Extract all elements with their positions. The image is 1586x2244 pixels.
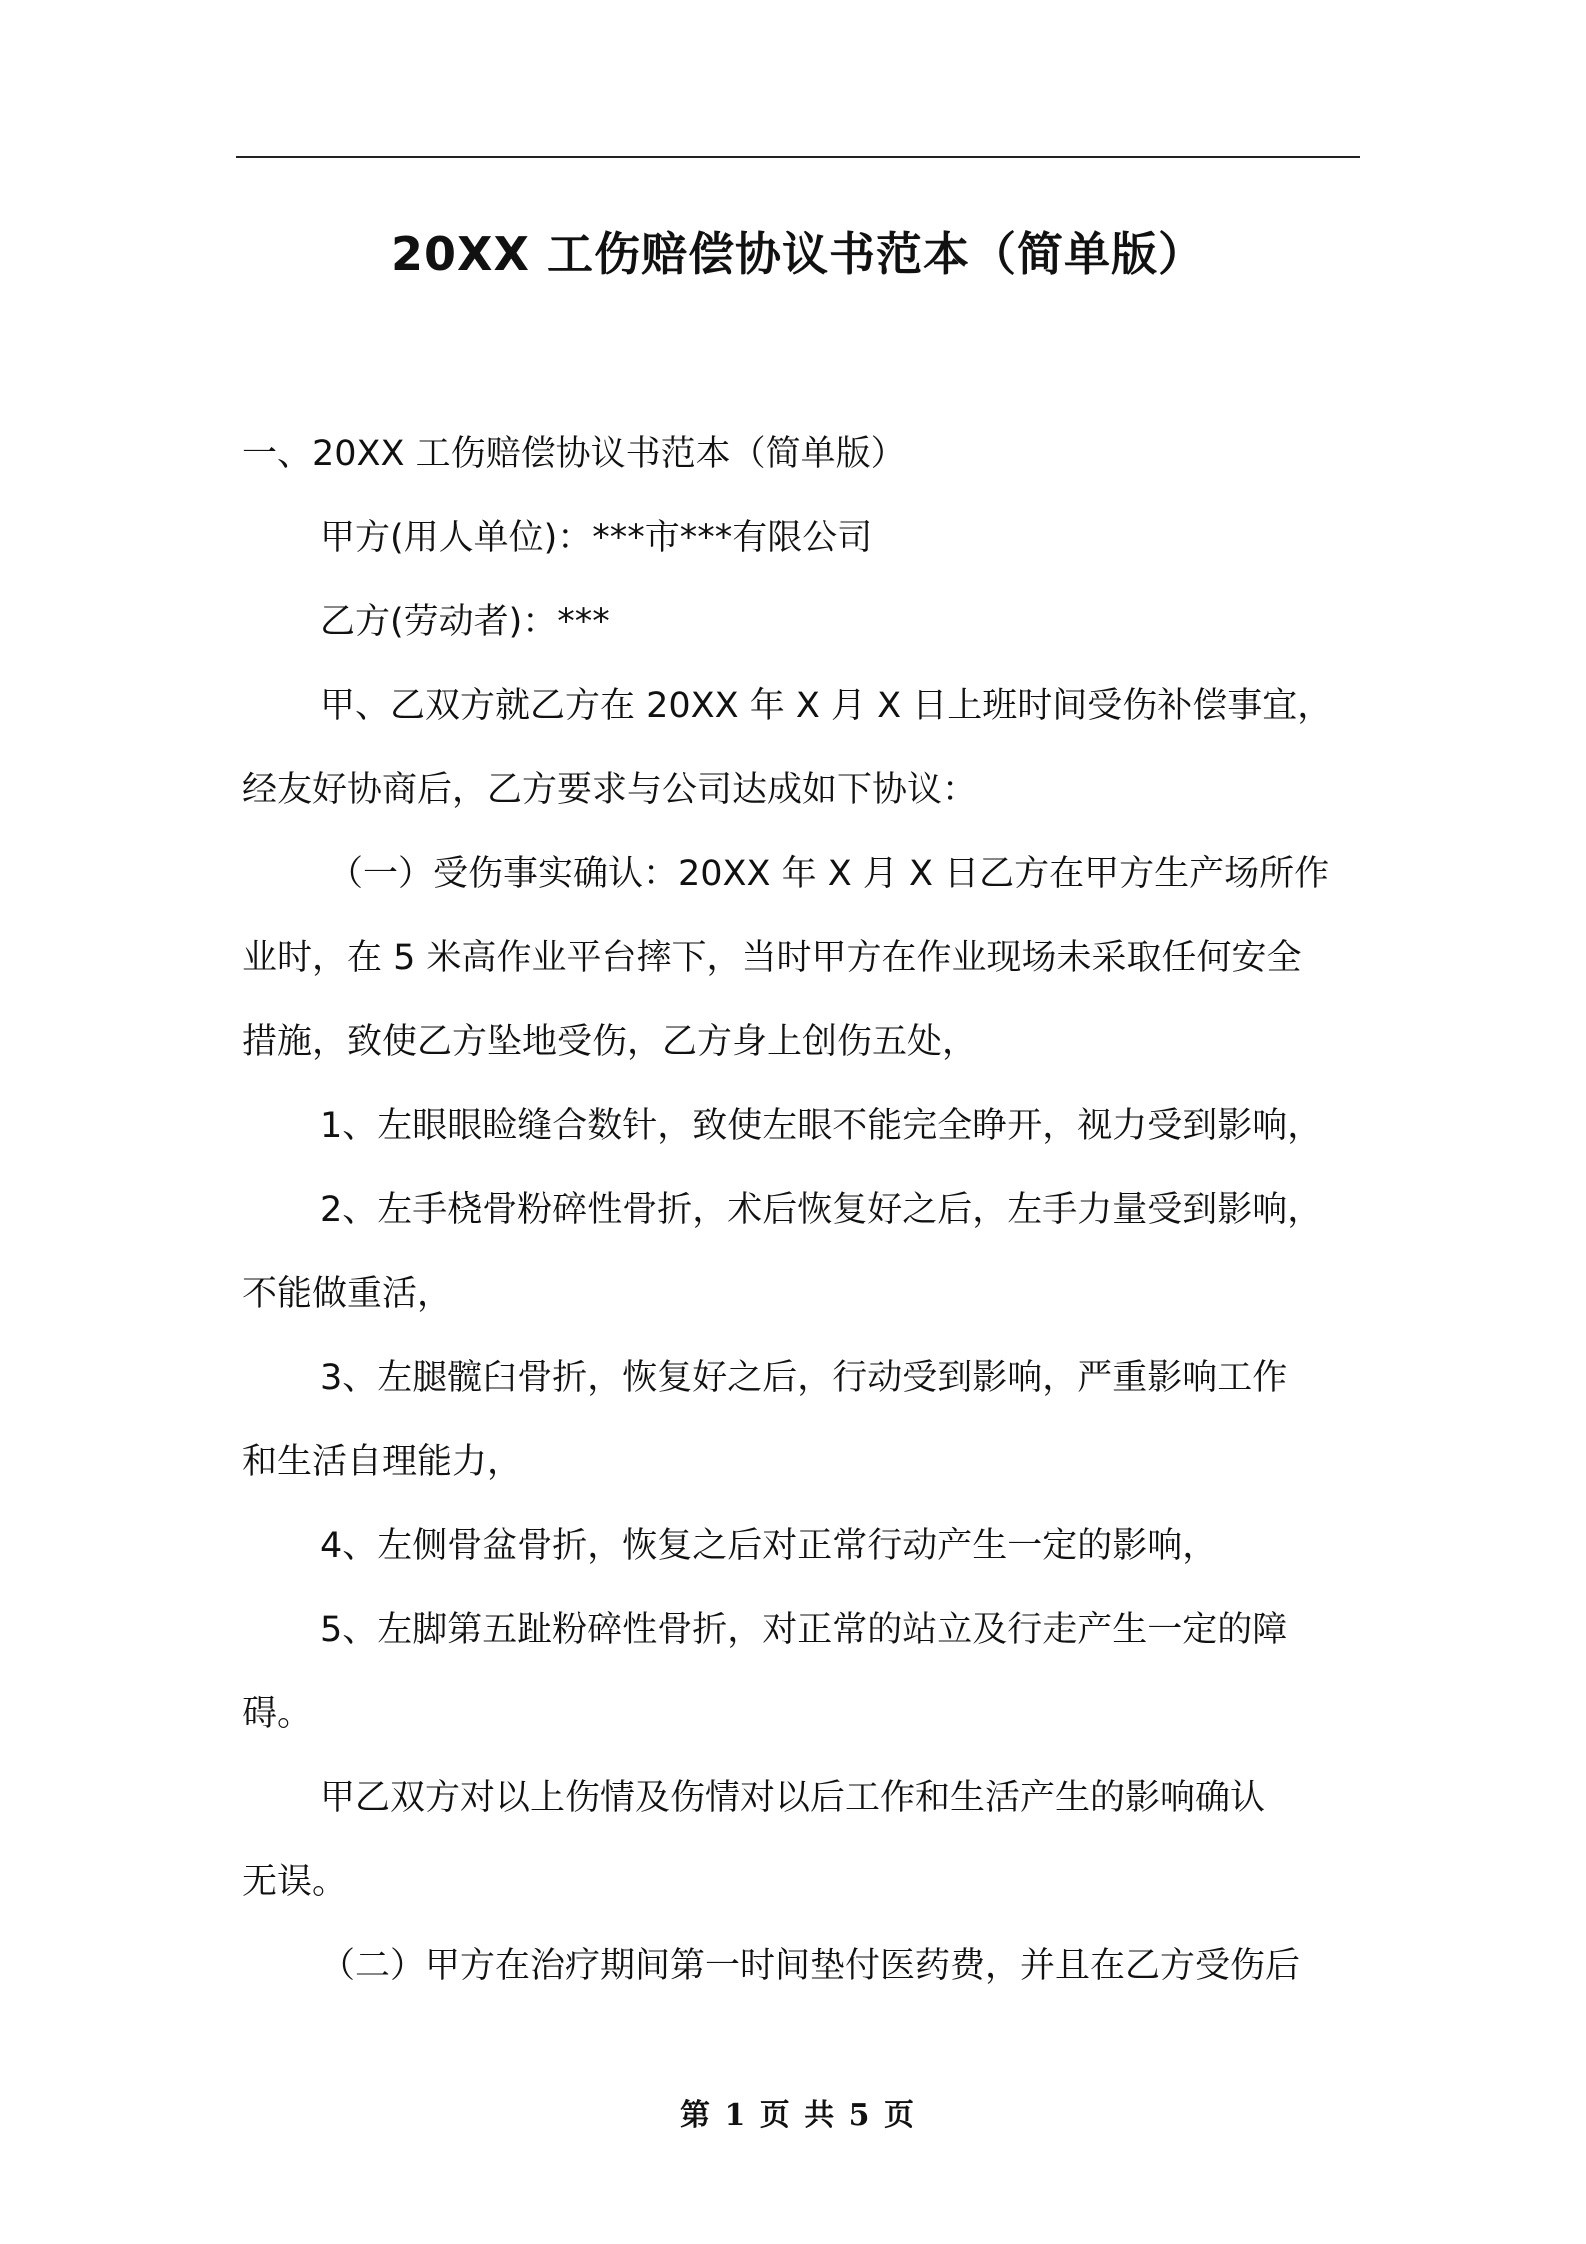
paragraph-line: 无误。	[242, 1862, 348, 1902]
paragraph-line: 1、左眼眼睑缝合数针，致使左眼不能完全睁开，视力受到影响，	[320, 1106, 1323, 1146]
paragraph-line: 碍。	[242, 1694, 313, 1734]
page-footer: 第 1 页 共 5 页	[680, 2098, 916, 2133]
paragraph-line: 甲、乙双方就乙方在 20XX 年 X 月 X 日上班时间受伤补偿事宜，	[320, 686, 1333, 726]
paragraph-line: 业时，在 5 米高作业平台摔下，当时甲方在作业现场未采取任何安全	[242, 938, 1302, 978]
paragraph-line: 和生活自理能力，	[242, 1442, 523, 1482]
paragraph-line: 乙方(劳动者)：***	[320, 602, 610, 642]
document-title: 20XX 工伤赔偿协议书范本（简单版）	[391, 227, 1205, 281]
paragraph-line: 不能做重活，	[242, 1274, 453, 1314]
paragraph-line: 措施，致使乙方坠地受伤，乙方身上创伤五处，	[242, 1022, 978, 1062]
paragraph-line: 甲乙双方对以上伤情及伤情对以后工作和生活产生的影响确认	[320, 1778, 1266, 1818]
paragraph-line: 一、20XX 工伤赔偿协议书范本（简单版）	[242, 434, 906, 474]
header-rule	[236, 156, 1360, 158]
paragraph-line: 甲方(用人单位)：***市***有限公司	[320, 518, 873, 558]
paragraph-line: （二）甲方在治疗期间第一时间垫付医药费，并且在乙方受伤后	[320, 1946, 1301, 1986]
paragraph-line: 4、左侧骨盆骨折，恢复之后对正常行动产生一定的影响，	[320, 1526, 1218, 1566]
paragraph-line: 2、左手桡骨粉碎性骨折，术后恢复好之后，左手力量受到影响，	[320, 1190, 1323, 1230]
paragraph-line: 3、左腿髋臼骨折，恢复好之后，行动受到影响，严重影响工作	[320, 1358, 1288, 1398]
paragraph-line: 经友好协商后，乙方要求与公司达成如下协议：	[242, 770, 978, 810]
document-body	[242, 412, 1362, 2008]
paragraph-line: 5、左脚第五趾粉碎性骨折，对正常的站立及行走产生一定的障	[320, 1610, 1288, 1650]
paragraph-line: （一）受伤事实确认：20XX 年 X 月 X 日乙方在甲方生产场所作	[328, 854, 1330, 894]
